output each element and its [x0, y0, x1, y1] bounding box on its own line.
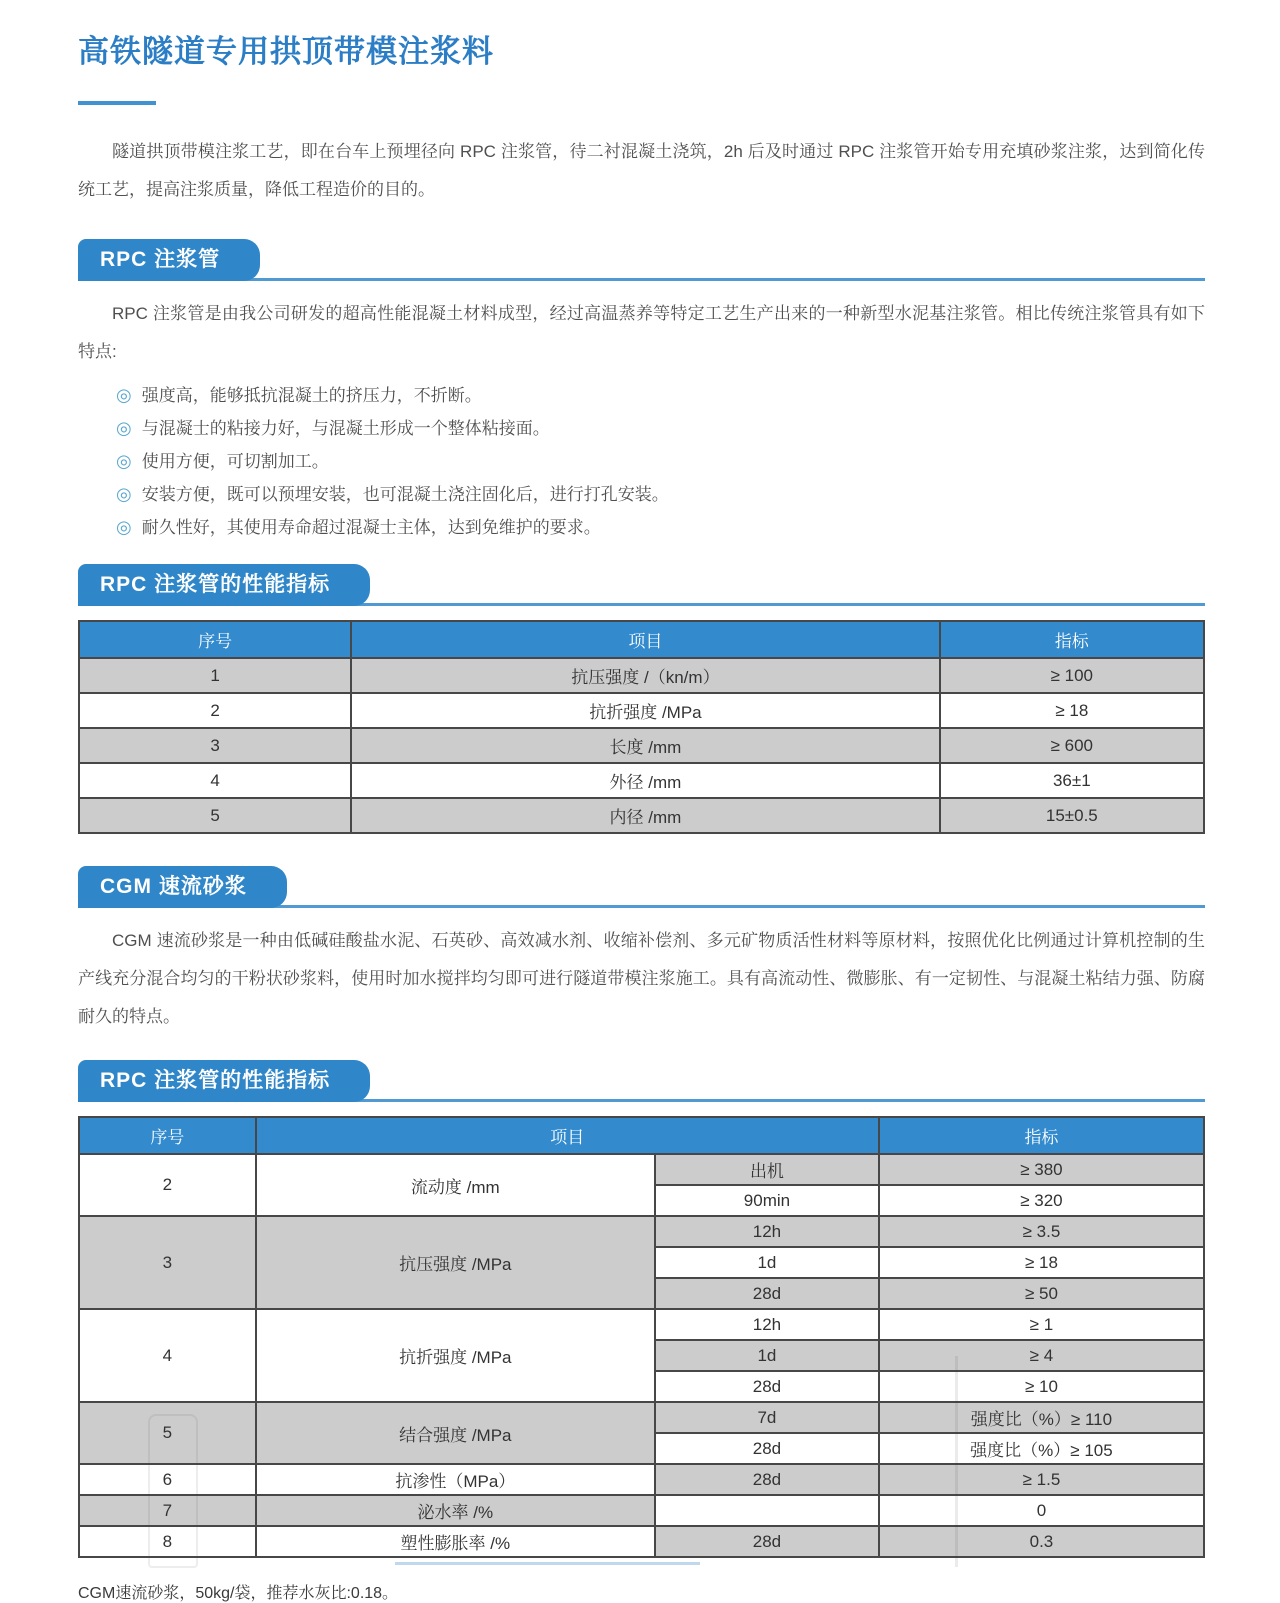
cell-item: 抗折强度 /MPa [351, 693, 939, 728]
bullet-icon: ◎ [116, 418, 132, 438]
cell-condition: 出机 [655, 1154, 879, 1185]
title-underline [78, 101, 156, 105]
cell-item: 抗压强度 /（kn/m） [351, 658, 939, 693]
table-row [79, 658, 1204, 693]
table-row [79, 1495, 1204, 1526]
rpc-paragraph: RPC 注浆管是由我公司研发的超高性能混凝土材料成型，经过高温蒸养等特定工艺生产出来的一种新型水泥基注浆管。相比传统注浆管具有如下特点: [78, 304, 1205, 361]
feature-text: 安装方便，既可以预埋安装，也可混凝土浇注固化后，进行打孔安装。 [141, 485, 669, 504]
cell-item: 长度 /mm [351, 728, 939, 763]
table-row [79, 693, 1204, 728]
cell-value: ≥ 50 [879, 1278, 1204, 1309]
cell-no: 4 [79, 1309, 256, 1402]
feature-text: 与混凝士的粘接力好，与混凝土形成一个整体粘接面。 [141, 419, 550, 438]
feature-text: 耐久性好，其使用寿命超过混凝士主体，达到免维护的要求。 [141, 518, 601, 537]
cgm-paragraph: CGM 速流砂浆是一种由低碱硅酸盐水泥、石英砂、高效减水剂、收缩补偿剂、多元矿物质活性材料等原材料，按照优化比例通过计算机控制的生产线充分混合均匀的干粉状砂浆料，使用时加水搅拌均匀即可进行隧道带模注浆施工。具有高流动性、微膨胀、有一定韧性、与混凝土粘结力强、防腐耐久的特点。 [78, 931, 1205, 1026]
page-title: 高铁隧道专用拱顶带模注浆料 [78, 34, 494, 69]
cgm-perf-table [78, 1116, 1205, 1558]
header-cell-no: 序号 [79, 621, 351, 658]
table-row [79, 1464, 1204, 1495]
cell-no: 1 [79, 658, 351, 693]
cell-no: 2 [79, 1154, 256, 1216]
header-cell-no: 序号 [79, 1117, 256, 1154]
cell-value: ≥ 380 [879, 1154, 1204, 1185]
cell-value: 15±0.5 [940, 798, 1204, 833]
feature-text: 强度高，能够抵抗混凝土的挤压力，不折断。 [141, 386, 482, 405]
cell-condition: 28d [655, 1464, 879, 1495]
cell-value: ≥ 10 [879, 1371, 1204, 1402]
cell-value: 强度比（%）≥ 105 [879, 1433, 1204, 1464]
cell-item: 流动度 /mm [256, 1154, 655, 1216]
table-row [79, 763, 1204, 798]
header-cell-index: 指标 [940, 621, 1204, 658]
table-row [79, 1526, 1204, 1557]
cell-condition: 1d [655, 1340, 879, 1371]
table-header-row [79, 1117, 1204, 1154]
cell-condition: 28d [655, 1371, 879, 1402]
bullet-icon: ◎ [116, 385, 132, 405]
table-row [79, 1216, 1204, 1247]
cell-condition: 1d [655, 1247, 879, 1278]
section-header-cgm-perf [78, 1060, 1205, 1102]
cell-item: 抗折强度 /MPa [256, 1309, 655, 1402]
cell-value: ≥ 600 [940, 728, 1204, 763]
feature-text: 使用方便，可切割加工。 [141, 452, 329, 471]
cell-condition [655, 1495, 879, 1526]
cell-no: 4 [79, 763, 351, 798]
cell-value: ≥ 18 [879, 1247, 1204, 1278]
bullet-icon: ◎ [116, 517, 132, 537]
cell-value: ≥ 4 [879, 1340, 1204, 1371]
bullet-icon: ◎ [116, 484, 132, 504]
cell-no: 6 [79, 1464, 256, 1495]
rpc-perf-table [78, 620, 1205, 834]
section-badge-rpc-perf: RPC 注浆管的性能指标 [78, 564, 370, 606]
feature-item [116, 379, 1205, 412]
cell-item: 塑性膨胀率 /% [256, 1526, 655, 1557]
feature-item [116, 412, 1205, 445]
table-row [79, 1309, 1204, 1340]
header-cell-item: 项目 [256, 1117, 879, 1154]
cell-no: 3 [79, 728, 351, 763]
cell-value: ≥ 3.5 [879, 1216, 1204, 1247]
cell-condition: 28d [655, 1526, 879, 1557]
cell-item: 抗渗性（MPa） [256, 1464, 655, 1495]
cell-item: 结合强度 /MPa [256, 1402, 655, 1464]
cell-value: ≥ 1.5 [879, 1464, 1204, 1495]
section-badge-rpc-pipe: RPC 注浆管 [78, 239, 260, 281]
section-badge-cgm: CGM 速流砂浆 [78, 866, 287, 908]
cell-item: 内径 /mm [351, 798, 939, 833]
header-cell-item: 项目 [351, 621, 939, 658]
cell-value: 0.3 [879, 1526, 1204, 1557]
cell-value: ≥ 18 [940, 693, 1204, 728]
cell-no: 2 [79, 693, 351, 728]
cell-value: ≥ 1 [879, 1309, 1204, 1340]
cell-value: ≥ 100 [940, 658, 1204, 693]
cell-condition: 12h [655, 1216, 879, 1247]
table-header-row [79, 621, 1204, 658]
feature-item [116, 511, 1205, 544]
section-header-rpc-pipe [78, 239, 1205, 281]
feature-item [116, 445, 1205, 478]
section-header-rpc-perf [78, 564, 1205, 606]
cell-item: 外径 /mm [351, 763, 939, 798]
page-content [78, 26, 1205, 1603]
table-row [79, 798, 1204, 833]
cell-no: 5 [79, 798, 351, 833]
cell-value: 36±1 [940, 763, 1204, 798]
cell-item: 抗压强度 /MPa [256, 1216, 655, 1309]
cell-condition: 12h [655, 1309, 879, 1340]
cell-condition: 28d [655, 1433, 879, 1464]
cell-value: 强度比（%）≥ 110 [879, 1402, 1204, 1433]
section-header-cgm [78, 866, 1205, 908]
cell-no: 7 [79, 1495, 256, 1526]
cell-no: 8 [79, 1526, 256, 1557]
cell-value: ≥ 320 [879, 1185, 1204, 1216]
cell-condition: 7d [655, 1402, 879, 1433]
table-row [79, 1402, 1204, 1433]
cell-condition: 28d [655, 1278, 879, 1309]
table-row [79, 728, 1204, 763]
intro-paragraph: 隧道拱顶带模注浆工艺，即在台车上预埋径向 RPC 注浆管，待二衬混凝土浇筑，2h 后及时通过 RPC 注浆管开始专用充填砂浆注浆，达到简化传统工艺，提高注浆质量，降低工程造价的目的。 [78, 142, 1205, 199]
cell-item: 泌水率 /% [256, 1495, 655, 1526]
cell-no: 3 [79, 1216, 256, 1309]
footer-note: CGM速流砂浆，50kg/袋，推荐水灰比:0.18。 [78, 1585, 399, 1602]
bullet-icon: ◎ [116, 451, 132, 471]
cell-condition: 90min [655, 1185, 879, 1216]
cell-no: 5 [79, 1402, 256, 1464]
table-row [79, 1154, 1204, 1185]
rpc-feature-list [78, 379, 1205, 544]
feature-item [116, 478, 1205, 511]
header-cell-index: 指标 [879, 1117, 1204, 1154]
section-badge-cgm-perf: RPC 注浆管的性能指标 [78, 1060, 370, 1102]
cell-value: 0 [879, 1495, 1204, 1526]
